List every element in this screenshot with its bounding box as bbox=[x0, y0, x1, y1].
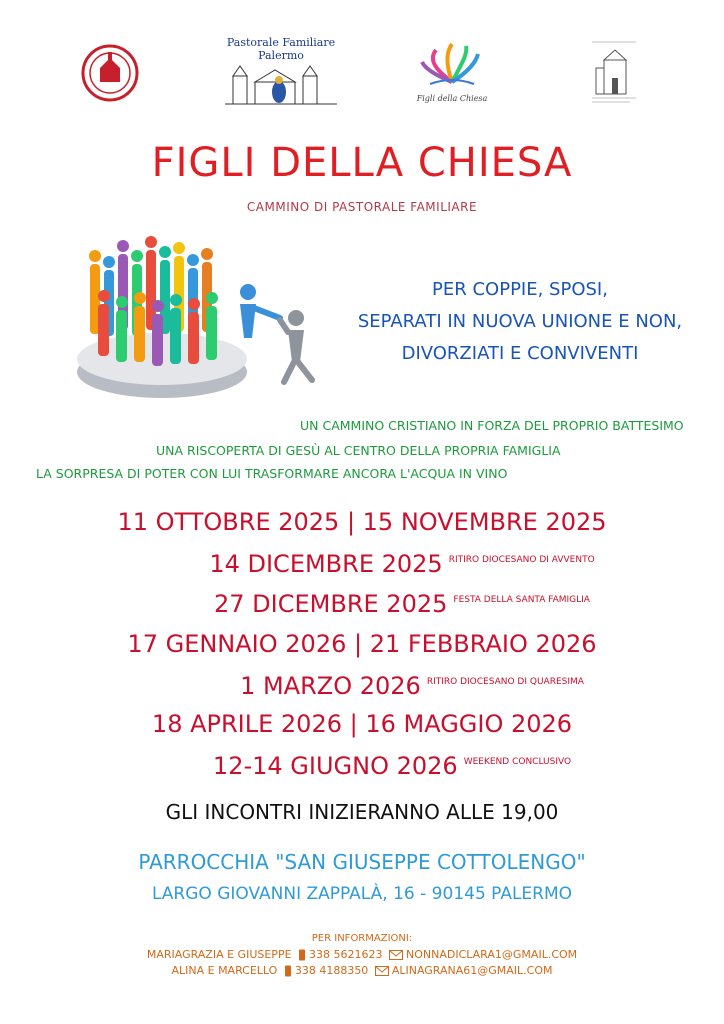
date-text: 11 OTTOBRE 2025 | 15 NOVEMBRE 2025 bbox=[117, 508, 607, 536]
colorful-tree-icon bbox=[406, 40, 498, 90]
date-row bbox=[50, 672, 724, 700]
intro-line-1: UN CAMMINO CRISTIANO IN FORZA DEL PROPRIO BATTESIMO bbox=[300, 418, 684, 433]
contact-email[interactable]: NONNADICLARA1@GMAIL.COM bbox=[406, 948, 578, 961]
date-text: 27 DICEMBRE 2025 bbox=[214, 590, 448, 618]
contact-row bbox=[0, 964, 724, 977]
phone-icon bbox=[284, 965, 292, 977]
page-title: FIGLI DELLA CHIESA bbox=[151, 140, 573, 186]
phone-icon bbox=[298, 949, 306, 961]
pastorale-familiare-logo bbox=[225, 36, 337, 106]
date-note: RITIRO DIOCESANO DI QUARESIMA bbox=[426, 677, 584, 687]
contact-row bbox=[0, 948, 724, 961]
figli-della-chiesa-logo bbox=[406, 40, 498, 105]
contact-phone[interactable]: 338 4188350 bbox=[294, 964, 369, 977]
contact-names: ALINA E MARCELLO bbox=[171, 964, 278, 977]
parish-address: LARGO GIOVANNI ZAPPALÀ, 16 - 90145 PALERMO bbox=[151, 884, 573, 904]
date-row bbox=[0, 508, 724, 536]
info-heading: PER INFORMAZIONI: bbox=[311, 933, 413, 944]
target-line-2: SEPARATI IN NUOVA UNIONE E NON, bbox=[357, 311, 683, 332]
target-line-3: DIVORZIATI E CONVIVENTI bbox=[401, 343, 639, 364]
date-note: RITIRO DIOCESANO DI AVVENTO bbox=[448, 555, 595, 565]
intro-line-3: LA SORPRESA DI POTER CON LUI TRASFORMARE ANCORA L'ACQUA IN VINO bbox=[36, 466, 508, 481]
start-time: GLI INCONTRI INIZIERANNO ALLE 19,00 bbox=[165, 800, 559, 824]
email-icon bbox=[375, 966, 389, 976]
logo-figli-text: Figli della Chiesa bbox=[416, 94, 488, 103]
seal-logo bbox=[80, 38, 140, 108]
contact-email[interactable]: ALINAGRANA61@GMAIL.COM bbox=[391, 964, 553, 977]
date-text: 1 MARZO 2026 bbox=[240, 672, 421, 700]
cathedral-drawing-icon bbox=[225, 62, 337, 106]
date-row bbox=[40, 550, 724, 578]
date-row bbox=[30, 752, 724, 780]
logo-text-line1: Pastorale Familiare bbox=[226, 36, 336, 49]
date-note: WEEKEND CONCLUSIVO bbox=[463, 757, 572, 767]
contact-names: MARIAGRAZIA E GIUSEPPE bbox=[146, 948, 292, 961]
email-icon bbox=[389, 950, 403, 960]
page-subtitle: CAMMINO DI PASTORALE FAMILIARE bbox=[246, 200, 478, 214]
intro-line-2: UNA RISCOPERTA DI GESÙ AL CENTRO DELLA PROPRIA FAMIGLIA bbox=[156, 443, 561, 458]
target-line-1: PER COPPIE, SPOSI, bbox=[432, 279, 608, 300]
date-text: 17 GENNAIO 2026 | 21 FEBBRAIO 2026 bbox=[127, 630, 597, 658]
date-row bbox=[0, 630, 724, 658]
contact-phone[interactable]: 338 5621623 bbox=[309, 948, 383, 961]
logo-text-line2: Palermo bbox=[258, 49, 304, 62]
date-text: 12-14 GIUGNO 2026 bbox=[212, 752, 458, 780]
date-row bbox=[40, 590, 724, 618]
date-text: 14 DICEMBRE 2025 bbox=[209, 550, 443, 578]
date-row bbox=[0, 710, 724, 738]
parish-name: PARROCCHIA "SAN GIUSEPPE COTTOLENGO" bbox=[138, 850, 586, 874]
date-note: FESTA DELLA SANTA FAMIGLIA bbox=[453, 595, 590, 605]
community-people-icon bbox=[74, 234, 324, 404]
church-drawing-logo bbox=[590, 38, 640, 106]
date-text: 18 APRILE 2026 | 16 MAGGIO 2026 bbox=[151, 710, 573, 738]
